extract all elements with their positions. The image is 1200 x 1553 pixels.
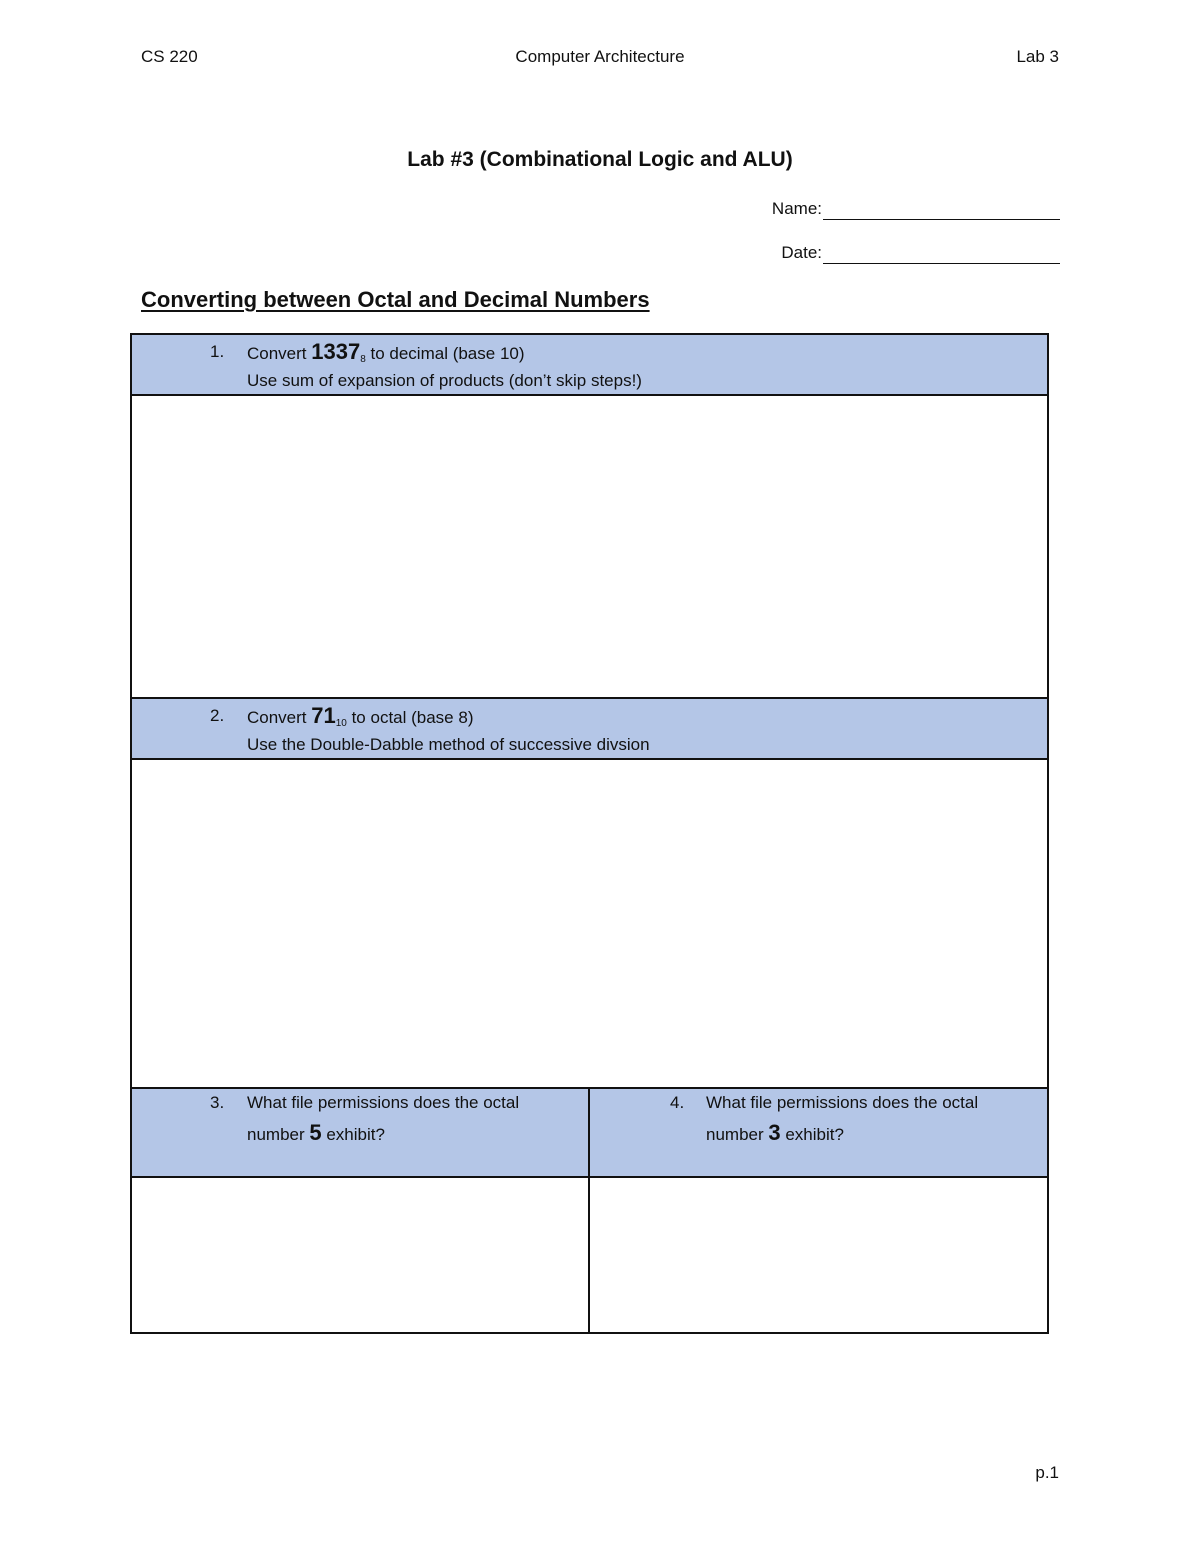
question-4-prompt — [590, 1089, 1047, 1176]
question-3-line2: number 5 exhibit? — [247, 1120, 385, 1145]
question-2-value: 71 — [311, 703, 336, 728]
header-lab: Lab 3 — [1016, 47, 1059, 66]
name-field[interactable] — [772, 198, 1060, 220]
question-1-number: 1. — [210, 342, 225, 361]
question-1-answer-area[interactable] — [132, 396, 1047, 698]
question-1-base: 8 — [360, 354, 366, 365]
question-3-line1: What file permissions does the octal — [247, 1093, 520, 1112]
name-label: Name: — [771, 199, 822, 218]
question-3-answer-area[interactable] — [132, 1178, 589, 1332]
question-1-text: Convert $1337_8$ to decimal (base 10) — [247, 339, 525, 365]
header-subject: Computer Architecture — [515, 47, 685, 66]
question-4-number: 4. — [670, 1093, 685, 1112]
question-3-number: 3. — [210, 1093, 225, 1112]
question-2-instruction: Use the Double-Dabble method of successive divsion — [247, 735, 650, 754]
name-line[interactable] — [823, 201, 1060, 220]
section-heading: Converting between Octal and Decimal Numbers — [141, 287, 650, 312]
question-4-line2: number 3 exhibit? — [706, 1120, 844, 1145]
question-3-prompt — [132, 1089, 589, 1176]
column-divider — [588, 1089, 590, 1332]
page-number: p.1 — [1035, 1463, 1059, 1482]
date-line[interactable] — [823, 245, 1060, 264]
header-course: CS 220 — [141, 47, 198, 66]
date-label: Date: — [781, 243, 822, 262]
date-field[interactable] — [781, 242, 1060, 264]
question-4-line1: What file permissions does the octal — [706, 1093, 979, 1112]
question-1-value: 1337 — [311, 339, 361, 364]
question-1-instruction: Use sum of expansion of products (don’t skip steps!) — [247, 371, 642, 390]
page-title: Lab #3 (Combinational Logic and ALU) — [407, 148, 793, 171]
question-1-prompt — [132, 335, 1047, 395]
question-3-value: 5 — [309, 1120, 322, 1145]
question-2-answer-area[interactable] — [132, 760, 1047, 1087]
question-2-prompt — [132, 699, 1047, 759]
question-2-text: Convert $71_{10}$ to octal (base 8) — [247, 703, 474, 729]
question-2-base: 10 — [335, 718, 347, 729]
question-4-value: 3 — [768, 1120, 781, 1145]
question-4-answer-area[interactable] — [590, 1178, 1047, 1332]
question-2-number: 2. — [210, 706, 225, 725]
